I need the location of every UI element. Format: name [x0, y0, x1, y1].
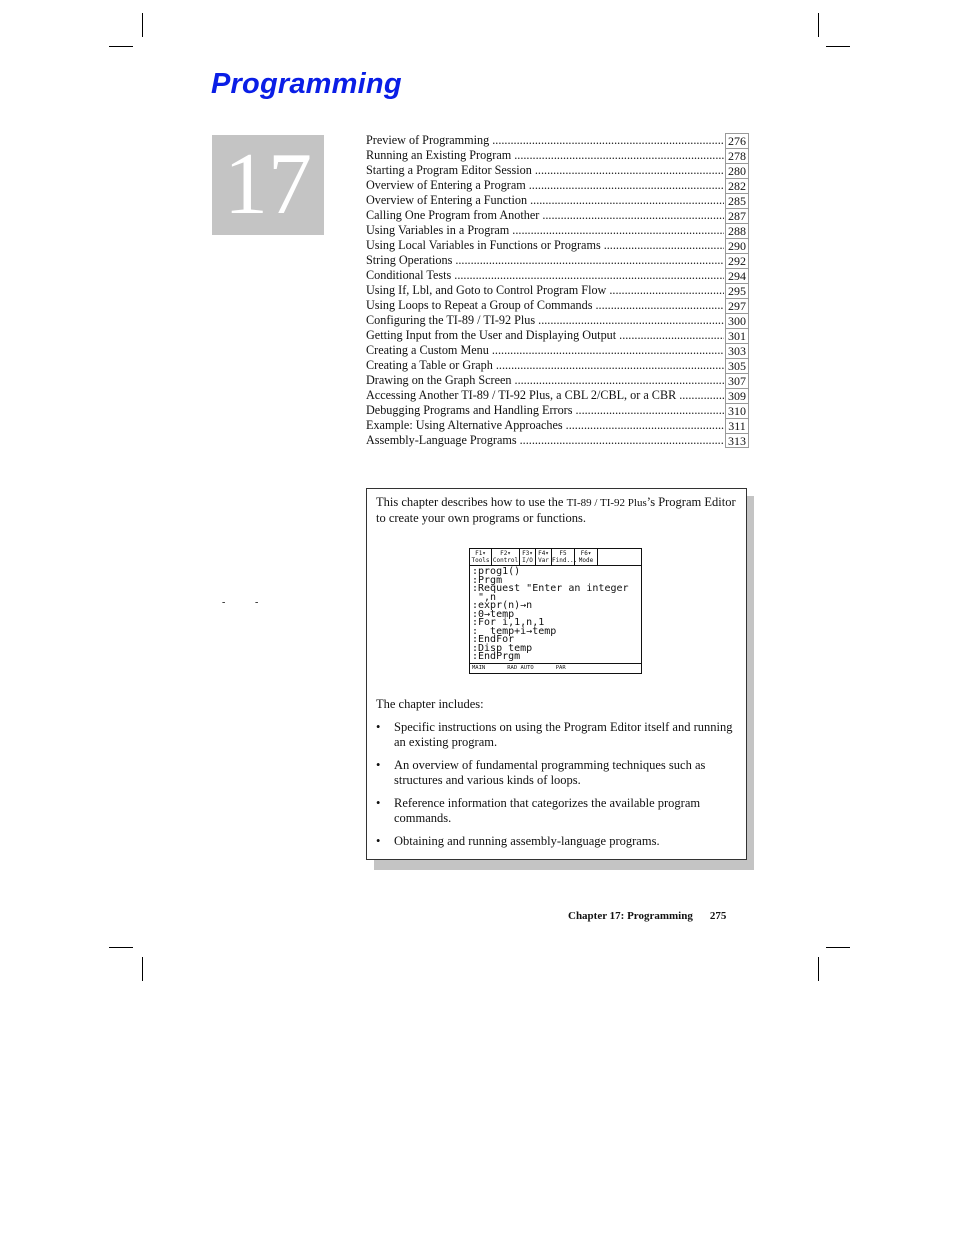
list-item: • Specific instructions on using the Program Editor itself and running an existing program. — [376, 720, 733, 749]
toc-entry-label: Using Variables in a Program ..... — [366, 223, 724, 238]
table-of-contents — [366, 133, 749, 448]
toc-entry-page: 288 — [725, 223, 749, 238]
toc-entry-label: Configuring the TI-89 / TI-92 Plus ..... — [366, 313, 724, 328]
toc-entry-label: Using Loops to Repeat a Group of Commands ..... — [366, 298, 724, 313]
toc-entry-page: 307 — [725, 373, 749, 388]
list-item: • Reference information that categorizes the available program commands. — [376, 796, 701, 825]
program-line: :For i,1,n,1 — [472, 617, 545, 628]
toc-entry-page: 278 — [725, 148, 749, 163]
toc-entry-label: Assembly-Language Programs ..... — [366, 433, 724, 448]
toc-entry[interactable] — [366, 298, 749, 313]
crop-mark — [109, 947, 133, 948]
toc-entry-page: 301 — [725, 328, 749, 343]
program-line: : temp+i→temp — [472, 625, 557, 637]
page-title: Programming — [211, 68, 402, 100]
toc-entry[interactable] — [366, 193, 749, 208]
bullet-icon: • — [376, 758, 381, 772]
toc-entry[interactable] — [366, 418, 749, 433]
toc-entry-page: 282 — [725, 178, 749, 193]
program-line: :EndPrgm — [472, 651, 521, 662]
toc-entry-page: 311 — [725, 418, 749, 433]
program-line: :EndFor — [472, 634, 515, 645]
calc-tab: F5 Find... — [552, 550, 578, 564]
toc-entry[interactable] — [366, 388, 749, 403]
chapter-number-block — [212, 135, 324, 235]
toc-entry-label: Calling One Program from Another ..... — [366, 208, 724, 223]
crop-mark — [818, 13, 819, 37]
toc-entry-page: 285 — [725, 193, 749, 208]
toc-entry-label: Drawing on the Graph Screen ..... — [366, 373, 724, 388]
toc-entry-page: 294 — [725, 268, 749, 283]
calc-tab: F2▾ Control — [492, 550, 519, 564]
crop-mark — [109, 46, 133, 47]
footer-chapter: Chapter 17: Programming — [568, 910, 693, 922]
toc-entry[interactable] — [366, 373, 749, 388]
toc-entry[interactable] — [366, 433, 749, 448]
toc-entry-page: 290 — [725, 238, 749, 253]
chapter-overview-box — [366, 488, 747, 860]
toc-entry-label: Example: Using Alternative Approaches ..... — [366, 418, 724, 433]
crop-mark — [818, 957, 819, 981]
chapter-number: 17 — [224, 136, 312, 233]
toc-entry-label: Creating a Table or Graph ..... — [366, 358, 724, 373]
toc-entry[interactable] — [366, 163, 749, 178]
program-listing — [470, 566, 641, 662]
crop-mark — [826, 46, 850, 47]
toc-entry-label: Running an Existing Program ..... — [366, 148, 724, 163]
bullet-icon: • — [376, 720, 381, 734]
toc-entry[interactable] — [366, 238, 749, 253]
program-line: :expr(n)→n — [472, 600, 533, 611]
calculator-toolbar — [470, 549, 641, 566]
status-item: RAD AUTO — [507, 665, 534, 671]
toc-entry[interactable] — [366, 178, 749, 193]
program-line: :Disp temp — [472, 642, 533, 654]
page-footer — [568, 910, 726, 922]
list-item: • An overview of fundamental programming techniques such as structures and various kinds of loops. — [376, 758, 706, 787]
toc-entry[interactable] — [366, 403, 749, 418]
status-item: MAIN — [472, 665, 486, 671]
toc-entry-label: Accessing Another TI-89 / TI-92 Plus, a CBL 2/CBL, or a CBR ..... — [366, 388, 724, 403]
toc-entry-label: Starting a Program Editor Session ..... — [366, 163, 724, 178]
toc-entry-page: 310 — [725, 403, 749, 418]
toc-entry[interactable] — [366, 343, 749, 358]
toc-entry[interactable] — [366, 208, 749, 223]
toc-entry-page: 297 — [725, 298, 749, 313]
toc-entry[interactable] — [366, 253, 749, 268]
toc-entry[interactable] — [366, 133, 749, 148]
calc-tab: F6▾ Mode — [575, 549, 598, 565]
program-line: :0→temp — [472, 608, 515, 620]
crop-mark — [142, 13, 143, 37]
toc-entry-label: Using Local Variables in Functions or Programs ..... — [366, 238, 724, 253]
calculator-status-bar — [470, 663, 641, 673]
toc-entry[interactable] — [366, 148, 749, 163]
toc-entry-label: Overview of Entering a Function ..... — [366, 193, 724, 208]
includes-label: The chapter includes: — [376, 697, 484, 711]
intro-text: This chapter describes how to use the TI-89 / TI-92 Plus’s Program Editor to create your own programs or functions. — [376, 495, 736, 525]
toc-entry-label: Creating a Custom Menu ..... — [366, 343, 724, 358]
program-line: :Prgm — [472, 574, 503, 586]
toc-entry-page: 280 — [725, 163, 749, 178]
toc-entry-label: String Operations ..... — [366, 253, 724, 268]
calc-tab: F1▾ Tools — [470, 549, 492, 565]
calc-tab: F4▾ Var — [536, 549, 552, 565]
list-item: • Obtaining and running assembly-language programs. — [376, 834, 660, 848]
stray-mark: - — [222, 597, 226, 608]
toc-entry-page: 309 — [725, 388, 749, 403]
toc-entry-label: Conditional Tests ..... — [366, 268, 724, 283]
toc-entry-page: 292 — [725, 253, 749, 268]
toc-entry-page: 295 — [725, 283, 749, 298]
bullet-icon: • — [376, 834, 381, 848]
program-line: :Request "Enter an integer — [472, 583, 629, 594]
calculator-screen — [469, 548, 642, 674]
program-line: :prog1() — [472, 566, 521, 577]
toc-entry[interactable] — [366, 283, 749, 298]
toc-entry-page: 287 — [725, 208, 749, 223]
toc-entry[interactable] — [366, 328, 749, 343]
toc-entry-label: Getting Input from the User and Displaying Output ..... — [366, 328, 724, 343]
chapter-includes-list — [376, 720, 738, 857]
toc-entry-label: Debugging Programs and Handling Errors ..... — [366, 403, 724, 418]
toc-entry-page: 303 — [725, 343, 749, 358]
bullet-icon: • — [376, 796, 381, 810]
toc-entry-label: Using If, Lbl, and Goto to Control Program Flow ..... — [366, 283, 724, 298]
calc-tab: F3▾ I/O — [520, 549, 536, 565]
toc-entry-page: 305 — [725, 358, 749, 373]
footer-page-number: 275 — [709, 910, 727, 922]
toc-entry[interactable] — [366, 313, 749, 328]
toc-entry[interactable] — [366, 358, 749, 373]
toc-entry[interactable] — [366, 268, 749, 283]
stray-mark: - — [255, 597, 259, 608]
toc-entry-label: Overview of Entering a Program ..... — [366, 178, 724, 193]
toc-entry[interactable] — [366, 223, 749, 238]
product-name: TI-89 / TI-92 Plus — [566, 497, 647, 509]
program-line: ",n — [472, 591, 497, 603]
toc-entry-page: 276 — [725, 133, 749, 148]
toc-entry-page: 313 — [725, 433, 749, 448]
toc-entry-page: 300 — [725, 313, 749, 328]
status-item: PAR — [555, 665, 566, 671]
crop-mark — [142, 957, 143, 981]
crop-mark — [826, 947, 850, 948]
calc-tab-empty — [598, 549, 641, 565]
toc-entry-label: Preview of Programming ..... — [366, 133, 724, 148]
